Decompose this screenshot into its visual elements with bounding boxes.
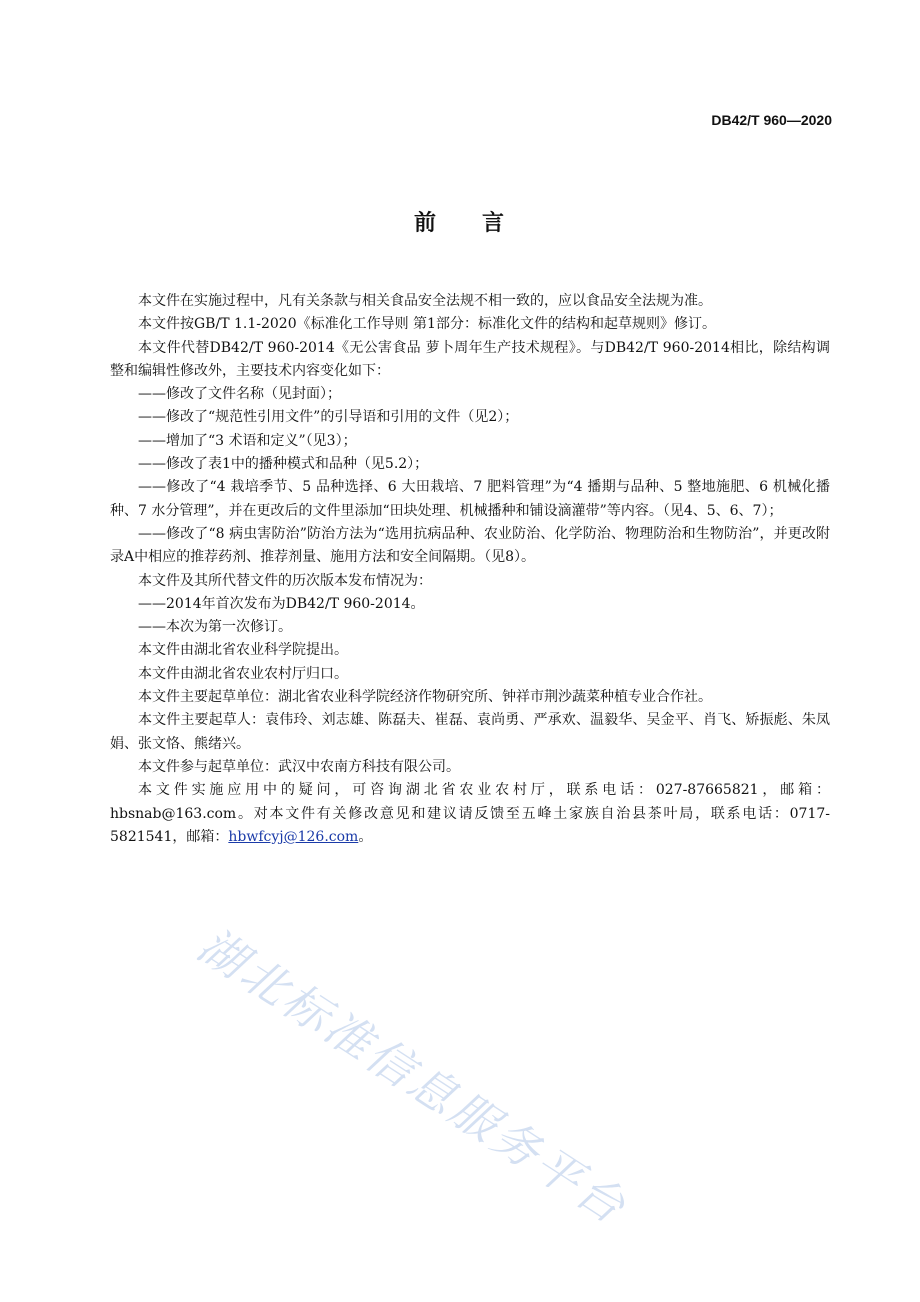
paragraph: 本文件主要起草单位：湖北省农业科学院经济作物研究所、钟祥市荆沙蔬菜种植专业合作社。 [138, 689, 712, 706]
document-code: DB42/T 960—2020 [711, 112, 832, 128]
paragraph: 本文件按GB/T 1.1-2020《标准化工作导则 第1部分：标准化文件的结构和起草规则》修订。 [138, 316, 716, 333]
contact-paragraph [110, 779, 830, 849]
foreword-body [110, 290, 830, 849]
page-title [0, 206, 920, 237]
watermark: 湖北标准信息服务平台 [188, 917, 638, 1236]
paragraph: 本文件及其所代替文件的历次版本发布情况为： [138, 572, 432, 589]
list-item: ——修改了表1中的播种模式和品种（见5.2）； [138, 456, 429, 473]
paragraph: 本文件主要起草人：袁伟玲、刘志雄、陈磊夫、崔磊、袁尚勇、严承欢、温毅华、吴金平、肖飞、矫振彪、朱凤娟、张文恪、熊绪兴。 [110, 712, 830, 752]
paragraph: 本文件在实施过程中，凡有关条款与相关食品安全法规不相一致的，应以食品安全法规为准。 [138, 293, 712, 309]
list-item: ——修改了“4 栽培季节、5 品种选择、6 大田栽培、7 肥料管理”为“4 播期与品种、5 整地施肥、6 机械化播种、7 水分管理”，并在更改后的文件里添加“田块处理、机械播种和铺设滴灌带”等内容。（见4、5、6、7）； [110, 479, 830, 519]
title-char-1: 前 [413, 211, 438, 236]
contact-text: 本文件实施应用中的疑问，可咨询湖北省农业农村厅，联系电话：027-87665821，邮箱：hbsnab@163.com。对本文件有关修改意见和建议请反馈至五峰土家族自治县茶叶局，联系电话：0717-5821541，邮箱： [110, 782, 830, 845]
paragraph: 本文件代替DB42/T 960-2014《无公害食品 萝卜周年生产技术规程》。与DB42/T 960-2014相比，除结构调整和编辑性修改外，主要技术内容变化如下： [110, 339, 830, 379]
list-item: ——增加了“3 术语和定义”（见3）； [138, 432, 357, 449]
list-item: ——修改了文件名称（见封面）； [138, 386, 341, 403]
list-item: ——修改了“规范性引用文件”的引导语和引用的文件（见2）； [138, 409, 519, 426]
paragraph: 本文件由湖北省农业科学院提出。 [138, 642, 348, 659]
email-link[interactable]: hbwfcyj@126.com [228, 828, 359, 845]
paragraph: 本文件参与起草单位：武汉中农南方科技有限公司。 [138, 758, 460, 775]
list-item: ——2014年首次发布为DB42/T 960-2014。 [138, 595, 425, 612]
list-item: ——本次为第一次修订。 [138, 619, 292, 636]
list-item: ——修改了“8 病虫害防治”防治方法为“选用抗病品种、农业防治、化学防治、物理防治和生物防治”，并更改附录A中相应的推荐药剂、推荐剂量、施用方法和安全间隔期。（见8）。 [110, 525, 830, 566]
title-char-2: 言 [482, 211, 507, 236]
contact-end: 。 [358, 828, 373, 845]
paragraph: 本文件由湖北省农业农村厅归口。 [138, 665, 348, 682]
